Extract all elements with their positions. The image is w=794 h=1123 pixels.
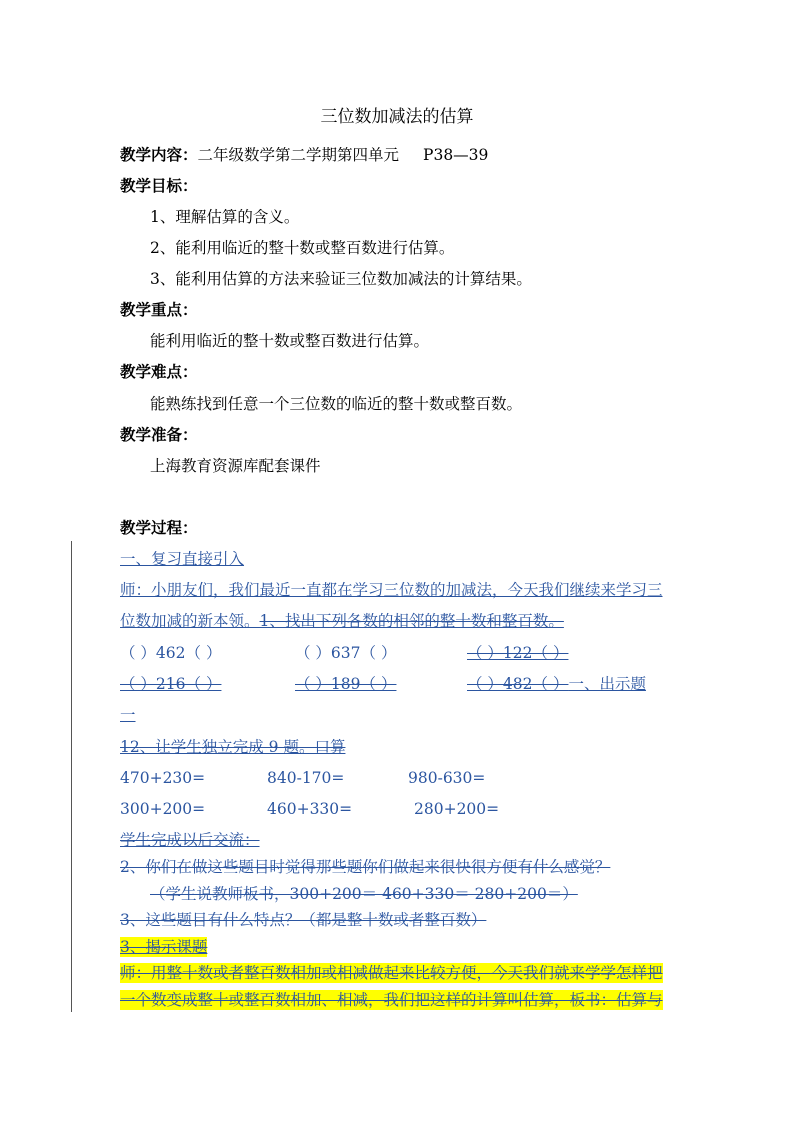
exchange-line: 学生完成以后交流：	[120, 831, 260, 849]
difficulty-text: 能熟练找到任意一个三位数的临近的整十数或整百数。	[150, 395, 523, 413]
intro-line: 师：小朋友们，我们最近一直都在学习三位数的加减法，今天我们继续来学习三	[120, 581, 663, 599]
goal-item: 3、能利用估算的方法来验证三位数加减法的计算结果。	[150, 270, 532, 288]
section-heading: 一、复习直接引入	[120, 550, 245, 568]
board-text: （学生说教师板书，300+200＝ 460+330＝ 280+200＝）	[150, 885, 578, 903]
prep-label: 教学准备：	[120, 425, 198, 444]
calc-row	[120, 799, 500, 819]
content-label: 教学内容：	[120, 145, 198, 164]
neighbor-item: （ ）189（ ）	[295, 675, 397, 693]
calc-item: 460+330=	[267, 800, 353, 818]
calc-item: 980-630=	[408, 769, 486, 787]
intro-text: 位数加减的新本领。	[120, 612, 260, 630]
goals-label: 教学目标：	[120, 176, 198, 195]
content-value: 二年级数学第二学期第四单元	[197, 146, 400, 164]
process-label: 教学过程：	[120, 518, 198, 537]
neighbor-item: （ ）216（ ）	[120, 675, 222, 693]
highlighted-line: 一个数变成整十或整百数相加、相减，我们把这样的计算叫估算，板书：估算与	[120, 991, 663, 1009]
task-line: 12、让学生独立完成 9 题。口算	[120, 738, 346, 756]
prep-text: 上海教育资源库配套课件	[150, 457, 321, 475]
calc-row	[120, 768, 486, 788]
neighbor-row	[120, 674, 646, 694]
goal-item: 2、能利用临近的整十数或整百数进行估算。	[150, 239, 455, 257]
calc-item: 840-170=	[267, 769, 345, 787]
board-line	[120, 884, 578, 904]
calc-item: 280+200=	[414, 800, 500, 818]
deleted-text: 1、找出下列各数的相邻的整十数和整百数。	[259, 612, 564, 630]
goal-item: 1、理解估算的含义。	[150, 208, 300, 226]
key-point-text: 能利用临近的整十数或整百数进行估算。	[150, 332, 430, 350]
calc-item: 470+230=	[120, 769, 206, 787]
neighbor-item: （ ）462（ ）	[120, 644, 222, 662]
highlighted-heading: 3、揭示课题	[120, 938, 208, 956]
change-bar	[71, 541, 72, 1012]
content-pages: P38—39	[423, 146, 489, 164]
content-line	[120, 145, 488, 165]
question-line: 2、你们在做这些题目时觉得那些题你们做起来很快很方便有什么感觉？	[120, 858, 611, 876]
highlighted-line: 师：用整十数或者整百数相加或相减做起来比较方便，今天我们就来学学怎样把	[120, 964, 663, 982]
section-heading: 一、出示题	[568, 675, 646, 693]
calc-item: 300+200=	[120, 800, 206, 818]
key-point-label: 教学重点：	[120, 300, 198, 319]
neighbor-item: （ ）122（ ）	[467, 644, 569, 662]
difficulty-label: 教学难点：	[120, 362, 198, 381]
neighbor-item: （ ）482（ ）	[467, 675, 569, 693]
intro-line	[120, 611, 564, 631]
neighbor-row	[120, 643, 568, 663]
section-heading-tail: 一	[120, 706, 136, 724]
document-title: 三位数加减法的估算	[320, 107, 474, 127]
question-line: 3、这些题目有什么特点？（都是整十数或者整百数）	[120, 911, 487, 929]
neighbor-item: （ ）637（ ）	[295, 644, 397, 662]
